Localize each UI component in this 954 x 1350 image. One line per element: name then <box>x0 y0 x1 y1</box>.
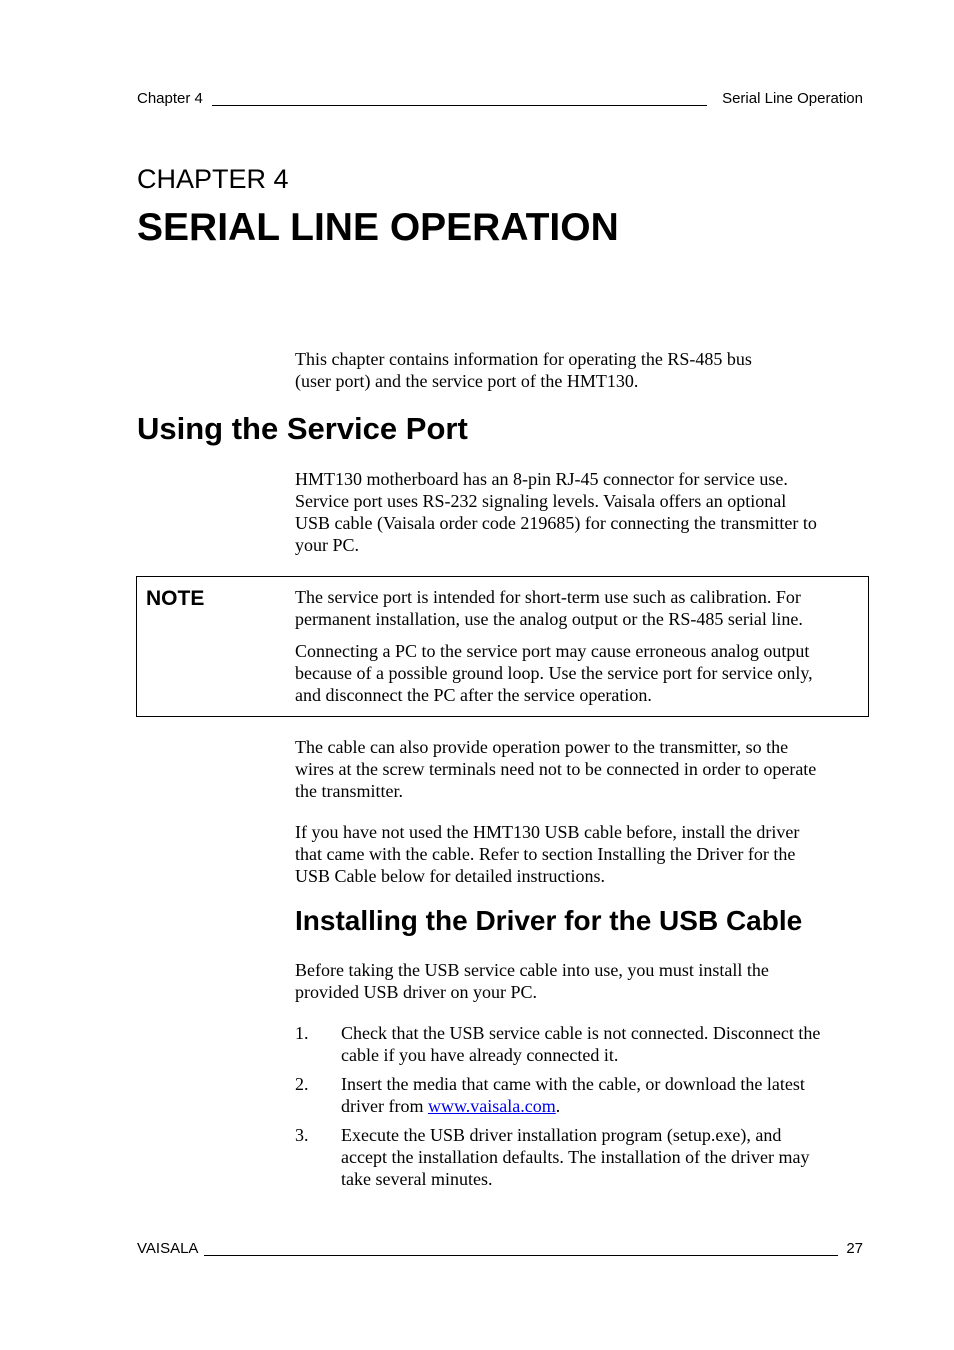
chapter-intro: This chapter contains information for operating the RS-485 bus (user port) and the service port of the HMT130. <box>295 349 752 391</box>
running-header-title: Serial Line Operation <box>722 90 863 107</box>
note-label: NOTE <box>146 587 205 610</box>
list-item: 2. Insert the media that came with the cable, or download the latest driver from www.vaisala.com. <box>295 1074 805 1116</box>
step-number: 1. <box>295 1023 309 1043</box>
step-number: 3. <box>295 1125 309 1145</box>
header-rule <box>212 105 707 106</box>
driver-reference-paragraph: If you have not used the HMT130 USB cable before, install the driver that came with the cable. Refer to section Installing the Driver for the USB Cable below for detailed instructions. <box>295 822 800 886</box>
list-item: 3. Execute the USB driver installation program (setup.exe), and accept the installation defaults. The installation of the driver may take several minutes. <box>295 1125 810 1189</box>
list-item: 1. Check that the USB service cable is not connected. Disconnect the cable if you have already connected it. <box>295 1023 821 1065</box>
section-heading-service-port: Using the Service Port <box>137 411 468 446</box>
page-number: 27 <box>846 1240 863 1257</box>
section-heading-usb-driver: Installing the Driver for the USB Cable <box>295 905 803 936</box>
note-paragraph-1: The service port is intended for short-term use such as calibration. For permanent installation, use the analog output or the RS-485 serial line. <box>295 587 803 629</box>
note-paragraph-2: Connecting a PC to the service port may cause erroneous analog output because of a possible ground loop. Use the service port for service only, and disconnect the PC after the service operation. <box>295 641 813 705</box>
service-port-paragraph: HMT130 motherboard has an 8-pin RJ-45 connector for service use. Service port uses RS-232 signaling levels. Vaisala offers an optional USB cable (Vaisala order code 219685) for connecting the transmitter to your PC. <box>295 469 817 555</box>
running-header-chapter: Chapter 4 <box>137 90 203 107</box>
footer-company: VAISALA <box>137 1240 199 1257</box>
chapter-label: CHAPTER 4 <box>137 164 289 194</box>
cable-power-paragraph: The cable can also provide operation power to the transmitter, so the wires at the screw terminals need not to be connected in order to operate the transmitter. <box>295 737 817 801</box>
footer-rule <box>204 1255 838 1256</box>
install-steps-list <box>295 1022 865 1197</box>
usb-driver-intro: Before taking the USB service cable into use, you must install the provided USB driver on your PC. <box>295 960 769 1002</box>
step-number: 2. <box>295 1074 309 1094</box>
chapter-title: SERIAL LINE OPERATION <box>137 206 619 249</box>
vaisala-website-link[interactable]: www.vaisala.com <box>427 1096 556 1116</box>
